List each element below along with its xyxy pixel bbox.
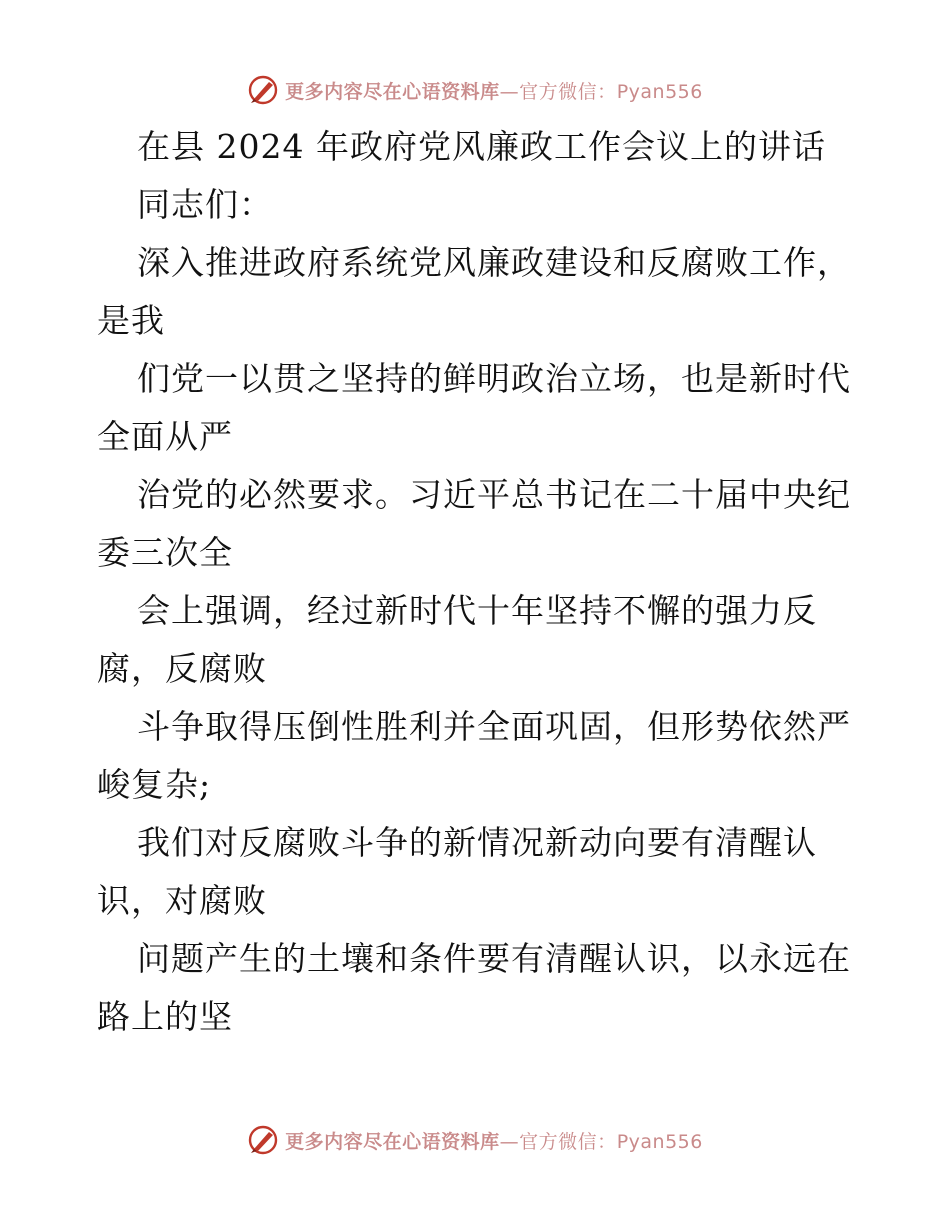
footer-banner: [0, 1120, 950, 1160]
paragraph-line: 委三次全: [97, 533, 233, 572]
paragraph-line: 我们对反腐败斗争的新情况新动向要有清醒认: [137, 823, 817, 862]
document-body: [97, 118, 857, 1046]
paragraph-line: 全面从严: [97, 417, 233, 456]
paragraph-line: 斗争取得压倒性胜利并全面巩固，但形势依然严: [137, 707, 851, 746]
paragraph-line: 路上的坚: [97, 997, 233, 1036]
paragraph-line: 是我: [97, 301, 165, 340]
paragraph-line: 深入推进政府系统党风廉政建设和反腐败工作，: [137, 243, 851, 282]
salutation: 同志们：: [137, 185, 273, 224]
paragraph-line: 会上强调，经过新时代十年坚持不懈的强力反: [137, 591, 817, 630]
paragraph-line: 腐，反腐败: [97, 649, 267, 688]
document-title: 在县 2024 年政府党风廉政工作会议上的讲话: [137, 127, 826, 166]
banner-text: 更多内容尽在心语资料库—官方微信：Pyan556: [285, 1130, 703, 1153]
paragraph-line: 问题产生的土壤和条件要有清醒认识，以永远在: [137, 939, 851, 978]
banner-text: 更多内容尽在心语资料库—官方微信：Pyan556: [285, 80, 703, 103]
header-banner: [0, 70, 950, 110]
paragraph-line: 们党一以贯之坚持的鲜明政治立场，也是新时代: [137, 359, 851, 398]
quill-pen-logo-icon: [247, 1124, 279, 1156]
paragraph-line: 峻复杂;: [97, 765, 212, 804]
paragraph-line: 识，对腐败: [97, 881, 267, 920]
quill-pen-logo-icon: [247, 74, 279, 106]
paragraph-line: 治党的必然要求。习近平总书记在二十届中央纪: [137, 475, 851, 514]
